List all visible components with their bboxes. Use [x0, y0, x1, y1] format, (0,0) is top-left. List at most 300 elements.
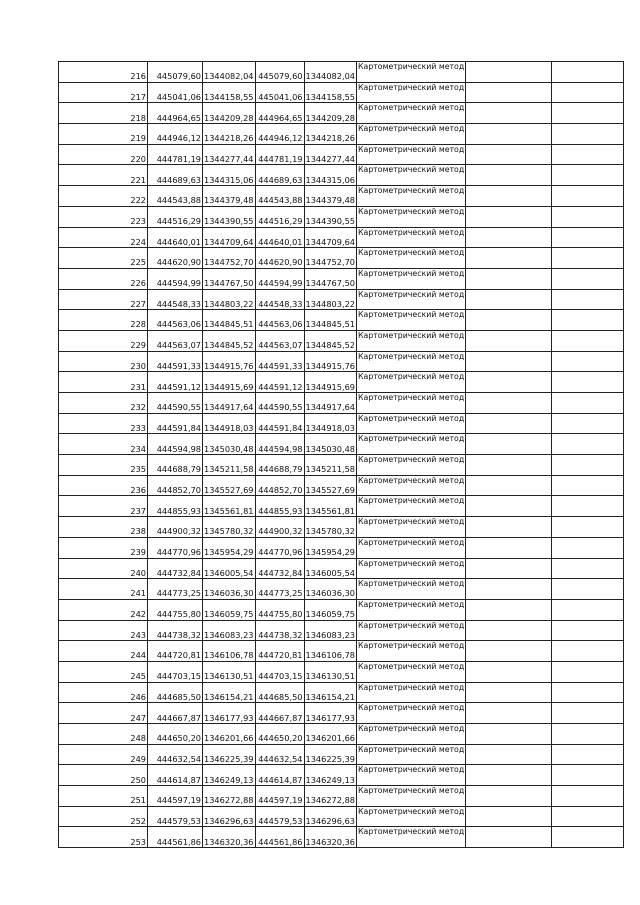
point-number-cell: 224: [59, 227, 148, 248]
y-coordinate-cell: 1344803,22: [203, 289, 256, 310]
table-row: [59, 703, 624, 724]
empty-cell: [466, 558, 552, 579]
x-coordinate-cell: 444689,63: [148, 165, 203, 186]
empty-cell: [466, 165, 552, 186]
empty-cell: [552, 186, 624, 207]
x-coordinate-repeat-cell: 444579,53: [255, 806, 304, 827]
x-coordinate-cell: 445079,60: [148, 62, 203, 83]
x-coordinate-cell: 444597,19: [148, 786, 203, 807]
method-cell: Картометрический метод: [357, 806, 466, 827]
point-number-cell: 251: [59, 786, 148, 807]
empty-cell: [552, 496, 624, 517]
y-coordinate-cell: 1344915,69: [203, 372, 256, 393]
x-coordinate-cell: 444755,80: [148, 599, 203, 620]
x-coordinate-cell: 444591,84: [148, 413, 203, 434]
y-coordinate-cell: 1346177,93: [203, 703, 256, 724]
point-number-cell: 244: [59, 641, 148, 662]
table-row: [59, 496, 624, 517]
empty-cell: [552, 579, 624, 600]
x-coordinate-repeat-cell: 444594,99: [255, 268, 304, 289]
x-coordinate-cell: 444516,29: [148, 206, 203, 227]
table-row: [59, 579, 624, 600]
point-number-cell: 220: [59, 144, 148, 165]
x-coordinate-cell: 444632,54: [148, 744, 203, 765]
y-coordinate-repeat-cell: 1346249,13: [304, 765, 357, 786]
y-coordinate-cell: 1346320,36: [203, 827, 256, 848]
point-number-cell: 231: [59, 372, 148, 393]
y-coordinate-cell: 1344315,06: [203, 165, 256, 186]
coordinates-table: [58, 61, 624, 848]
x-coordinate-cell: 444548,33: [148, 289, 203, 310]
y-coordinate-repeat-cell: 1346130,51: [304, 661, 357, 682]
point-number-cell: 218: [59, 103, 148, 124]
empty-cell: [466, 186, 552, 207]
empty-cell: [466, 744, 552, 765]
x-coordinate-cell: 444563,07: [148, 330, 203, 351]
x-coordinate-repeat-cell: 444614,87: [255, 765, 304, 786]
x-coordinate-cell: 444591,33: [148, 351, 203, 372]
empty-cell: [552, 165, 624, 186]
y-coordinate-cell: 1344390,55: [203, 206, 256, 227]
empty-cell: [466, 661, 552, 682]
table-row: [59, 413, 624, 434]
method-cell: Картометрический метод: [357, 372, 466, 393]
empty-cell: [552, 289, 624, 310]
y-coordinate-repeat-cell: 1344752,70: [304, 248, 357, 269]
method-cell: Картометрический метод: [357, 455, 466, 476]
method-cell: Картометрический метод: [357, 682, 466, 703]
method-cell: Картометрический метод: [357, 765, 466, 786]
table-row: [59, 248, 624, 269]
y-coordinate-repeat-cell: 1344277,44: [304, 144, 357, 165]
x-coordinate-cell: 444946,12: [148, 124, 203, 145]
x-coordinate-repeat-cell: 444738,32: [255, 620, 304, 641]
x-coordinate-repeat-cell: 444770,96: [255, 537, 304, 558]
y-coordinate-repeat-cell: 1346201,66: [304, 724, 357, 745]
empty-cell: [552, 393, 624, 414]
table-row: [59, 724, 624, 745]
table-row: [59, 827, 624, 848]
x-coordinate-cell: 444590,55: [148, 393, 203, 414]
x-coordinate-repeat-cell: 444685,50: [255, 682, 304, 703]
point-number-cell: 237: [59, 496, 148, 517]
x-coordinate-repeat-cell: 444597,19: [255, 786, 304, 807]
point-number-cell: 250: [59, 765, 148, 786]
empty-cell: [552, 413, 624, 434]
method-cell: Картометрический метод: [357, 496, 466, 517]
point-number-cell: 245: [59, 661, 148, 682]
table-row: [59, 475, 624, 496]
table-row: [59, 786, 624, 807]
x-coordinate-repeat-cell: 444946,12: [255, 124, 304, 145]
y-coordinate-repeat-cell: 1346177,93: [304, 703, 357, 724]
method-cell: Картометрический метод: [357, 310, 466, 331]
point-number-cell: 225: [59, 248, 148, 269]
y-coordinate-repeat-cell: 1344390,55: [304, 206, 357, 227]
y-coordinate-repeat-cell: 1344845,52: [304, 330, 357, 351]
empty-cell: [552, 620, 624, 641]
y-coordinate-cell: 1346130,51: [203, 661, 256, 682]
empty-cell: [552, 103, 624, 124]
table-row: [59, 372, 624, 393]
y-coordinate-repeat-cell: 1346059,75: [304, 599, 357, 620]
empty-cell: [552, 475, 624, 496]
y-coordinate-repeat-cell: 1344845,51: [304, 310, 357, 331]
empty-cell: [466, 268, 552, 289]
x-coordinate-cell: 444900,32: [148, 517, 203, 538]
y-coordinate-cell: 1346249,13: [203, 765, 256, 786]
y-coordinate-repeat-cell: 1345527,69: [304, 475, 357, 496]
x-coordinate-repeat-cell: 444591,12: [255, 372, 304, 393]
method-cell: Картометрический метод: [357, 413, 466, 434]
empty-cell: [552, 641, 624, 662]
y-coordinate-cell: 1346106,78: [203, 641, 256, 662]
y-coordinate-cell: 1345780,32: [203, 517, 256, 538]
method-cell: Картометрический метод: [357, 144, 466, 165]
point-number-cell: 234: [59, 434, 148, 455]
point-number-cell: 230: [59, 351, 148, 372]
y-coordinate-cell: 1345954,29: [203, 537, 256, 558]
x-coordinate-cell: 444620,90: [148, 248, 203, 269]
empty-cell: [552, 124, 624, 145]
empty-cell: [466, 765, 552, 786]
y-coordinate-repeat-cell: 1344915,76: [304, 351, 357, 372]
table-row: [59, 289, 624, 310]
empty-cell: [552, 806, 624, 827]
empty-cell: [466, 393, 552, 414]
y-coordinate-repeat-cell: 1344917,64: [304, 393, 357, 414]
y-coordinate-repeat-cell: 1345561,81: [304, 496, 357, 517]
empty-cell: [552, 786, 624, 807]
empty-cell: [466, 289, 552, 310]
x-coordinate-repeat-cell: 444620,90: [255, 248, 304, 269]
table-row: [59, 620, 624, 641]
method-cell: Картометрический метод: [357, 330, 466, 351]
point-number-cell: 219: [59, 124, 148, 145]
x-coordinate-cell: 444773,25: [148, 579, 203, 600]
x-coordinate-repeat-cell: 444590,55: [255, 393, 304, 414]
y-coordinate-cell: 1345211,58: [203, 455, 256, 476]
x-coordinate-cell: 444964,65: [148, 103, 203, 124]
empty-cell: [552, 744, 624, 765]
y-coordinate-repeat-cell: 1345030,48: [304, 434, 357, 455]
method-cell: Картометрический метод: [357, 103, 466, 124]
point-number-cell: 236: [59, 475, 148, 496]
y-coordinate-repeat-cell: 1346272,88: [304, 786, 357, 807]
point-number-cell: 228: [59, 310, 148, 331]
y-coordinate-repeat-cell: 1344209,28: [304, 103, 357, 124]
x-coordinate-cell: 444591,12: [148, 372, 203, 393]
empty-cell: [466, 806, 552, 827]
empty-cell: [466, 724, 552, 745]
table-row: [59, 103, 624, 124]
x-coordinate-repeat-cell: 444689,63: [255, 165, 304, 186]
method-cell: Картометрический метод: [357, 537, 466, 558]
method-cell: Картометрический метод: [357, 248, 466, 269]
x-coordinate-repeat-cell: 444773,25: [255, 579, 304, 600]
empty-cell: [552, 227, 624, 248]
empty-cell: [466, 144, 552, 165]
empty-cell: [466, 455, 552, 476]
x-coordinate-repeat-cell: 444516,29: [255, 206, 304, 227]
point-number-cell: 217: [59, 82, 148, 103]
y-coordinate-repeat-cell: 1344803,22: [304, 289, 357, 310]
y-coordinate-repeat-cell: 1344918,03: [304, 413, 357, 434]
method-cell: Картометрический метод: [357, 558, 466, 579]
empty-cell: [466, 620, 552, 641]
table-row: [59, 268, 624, 289]
table-row: [59, 310, 624, 331]
y-coordinate-repeat-cell: 1346296,63: [304, 806, 357, 827]
x-coordinate-repeat-cell: 444563,07: [255, 330, 304, 351]
point-number-cell: 253: [59, 827, 148, 848]
y-coordinate-cell: 1345030,48: [203, 434, 256, 455]
empty-cell: [552, 310, 624, 331]
x-coordinate-cell: 444594,98: [148, 434, 203, 455]
point-number-cell: 239: [59, 537, 148, 558]
table-row: [59, 82, 624, 103]
y-coordinate-repeat-cell: 1344379,48: [304, 186, 357, 207]
empty-cell: [466, 206, 552, 227]
x-coordinate-repeat-cell: 444667,87: [255, 703, 304, 724]
y-coordinate-repeat-cell: 1344709,64: [304, 227, 357, 248]
table-row: [59, 393, 624, 414]
empty-cell: [552, 82, 624, 103]
x-coordinate-cell: 444781,19: [148, 144, 203, 165]
x-coordinate-repeat-cell: 444640,01: [255, 227, 304, 248]
empty-cell: [552, 434, 624, 455]
empty-cell: [466, 413, 552, 434]
method-cell: Картометрический метод: [357, 703, 466, 724]
x-coordinate-cell: 444667,87: [148, 703, 203, 724]
method-cell: Картометрический метод: [357, 82, 466, 103]
table-row: [59, 206, 624, 227]
empty-cell: [552, 330, 624, 351]
method-cell: Картометрический метод: [357, 724, 466, 745]
empty-cell: [466, 517, 552, 538]
method-cell: Картометрический метод: [357, 351, 466, 372]
method-cell: Картометрический метод: [357, 227, 466, 248]
y-coordinate-repeat-cell: 1346005,54: [304, 558, 357, 579]
empty-cell: [466, 62, 552, 83]
x-coordinate-repeat-cell: 444900,32: [255, 517, 304, 538]
point-number-cell: 248: [59, 724, 148, 745]
x-coordinate-cell: 445041,06: [148, 82, 203, 103]
y-coordinate-cell: 1344082,04: [203, 62, 256, 83]
x-coordinate-repeat-cell: 444548,33: [255, 289, 304, 310]
point-number-cell: 222: [59, 186, 148, 207]
empty-cell: [466, 682, 552, 703]
method-cell: Картометрический метод: [357, 124, 466, 145]
x-coordinate-cell: 444770,96: [148, 537, 203, 558]
point-number-cell: 242: [59, 599, 148, 620]
x-coordinate-cell: 444640,01: [148, 227, 203, 248]
point-number-cell: 223: [59, 206, 148, 227]
y-coordinate-cell: 1344209,28: [203, 103, 256, 124]
empty-cell: [552, 682, 624, 703]
empty-cell: [552, 599, 624, 620]
y-coordinate-repeat-cell: 1346154,21: [304, 682, 357, 703]
empty-cell: [466, 786, 552, 807]
method-cell: Картометрический метод: [357, 393, 466, 414]
y-coordinate-cell: 1346225,39: [203, 744, 256, 765]
point-number-cell: 221: [59, 165, 148, 186]
x-coordinate-repeat-cell: 444781,19: [255, 144, 304, 165]
x-coordinate-repeat-cell: 445041,06: [255, 82, 304, 103]
y-coordinate-repeat-cell: 1345954,29: [304, 537, 357, 558]
table-row: [59, 765, 624, 786]
x-coordinate-repeat-cell: 444852,70: [255, 475, 304, 496]
empty-cell: [552, 661, 624, 682]
y-coordinate-repeat-cell: 1346106,78: [304, 641, 357, 662]
empty-cell: [466, 248, 552, 269]
empty-cell: [466, 537, 552, 558]
table-row: [59, 744, 624, 765]
y-coordinate-repeat-cell: 1344082,04: [304, 62, 357, 83]
table-row: [59, 62, 624, 83]
coordinates-table-body: [59, 62, 624, 848]
empty-cell: [552, 268, 624, 289]
x-coordinate-cell: 444579,53: [148, 806, 203, 827]
point-number-cell: 233: [59, 413, 148, 434]
table-row: [59, 434, 624, 455]
y-coordinate-repeat-cell: 1344158,55: [304, 82, 357, 103]
x-coordinate-cell: 444561,86: [148, 827, 203, 848]
point-number-cell: 240: [59, 558, 148, 579]
table-row: [59, 641, 624, 662]
empty-cell: [466, 599, 552, 620]
table-row: [59, 351, 624, 372]
x-coordinate-cell: 444614,87: [148, 765, 203, 786]
empty-cell: [466, 475, 552, 496]
y-coordinate-cell: 1346036,30: [203, 579, 256, 600]
x-coordinate-repeat-cell: 444855,93: [255, 496, 304, 517]
x-coordinate-cell: 444688,79: [148, 455, 203, 476]
method-cell: Картометрический метод: [357, 186, 466, 207]
empty-cell: [552, 206, 624, 227]
x-coordinate-repeat-cell: 444594,98: [255, 434, 304, 455]
x-coordinate-repeat-cell: 444703,15: [255, 661, 304, 682]
y-coordinate-cell: 1344845,52: [203, 330, 256, 351]
empty-cell: [466, 103, 552, 124]
y-coordinate-cell: 1345527,69: [203, 475, 256, 496]
x-coordinate-repeat-cell: 444561,86: [255, 827, 304, 848]
table-row: [59, 144, 624, 165]
empty-cell: [552, 372, 624, 393]
empty-cell: [466, 124, 552, 145]
method-cell: Картометрический метод: [357, 475, 466, 496]
empty-cell: [466, 82, 552, 103]
y-coordinate-cell: 1344845,51: [203, 310, 256, 331]
method-cell: Картометрический метод: [357, 641, 466, 662]
point-number-cell: 226: [59, 268, 148, 289]
empty-cell: [552, 765, 624, 786]
empty-cell: [552, 62, 624, 83]
method-cell: Картометрический метод: [357, 599, 466, 620]
point-number-cell: 238: [59, 517, 148, 538]
point-number-cell: 249: [59, 744, 148, 765]
table-row: [59, 661, 624, 682]
method-cell: Картометрический метод: [357, 289, 466, 310]
empty-cell: [466, 310, 552, 331]
table-row: [59, 455, 624, 476]
y-coordinate-cell: 1344277,44: [203, 144, 256, 165]
point-number-cell: 247: [59, 703, 148, 724]
y-coordinate-cell: 1344218,26: [203, 124, 256, 145]
empty-cell: [552, 517, 624, 538]
x-coordinate-cell: 444738,32: [148, 620, 203, 641]
y-coordinate-repeat-cell: 1346036,30: [304, 579, 357, 600]
x-coordinate-repeat-cell: 444543,88: [255, 186, 304, 207]
empty-cell: [552, 537, 624, 558]
x-coordinate-cell: 444852,70: [148, 475, 203, 496]
method-cell: Картометрический метод: [357, 786, 466, 807]
empty-cell: [552, 827, 624, 848]
point-number-cell: 243: [59, 620, 148, 641]
point-number-cell: 216: [59, 62, 148, 83]
x-coordinate-cell: 444594,99: [148, 268, 203, 289]
point-number-cell: 232: [59, 393, 148, 414]
y-coordinate-cell: 1344917,64: [203, 393, 256, 414]
y-coordinate-cell: 1344379,48: [203, 186, 256, 207]
empty-cell: [466, 827, 552, 848]
y-coordinate-cell: 1346005,54: [203, 558, 256, 579]
point-number-cell: 235: [59, 455, 148, 476]
x-coordinate-repeat-cell: 444563,06: [255, 310, 304, 331]
y-coordinate-repeat-cell: 1346225,39: [304, 744, 357, 765]
point-number-cell: 246: [59, 682, 148, 703]
empty-cell: [552, 724, 624, 745]
point-number-cell: 252: [59, 806, 148, 827]
y-coordinate-cell: 1344915,76: [203, 351, 256, 372]
table-row: [59, 558, 624, 579]
table-row: [59, 682, 624, 703]
y-coordinate-cell: 1344158,55: [203, 82, 256, 103]
y-coordinate-cell: 1346083,23: [203, 620, 256, 641]
y-coordinate-repeat-cell: 1344315,06: [304, 165, 357, 186]
table-row: [59, 124, 624, 145]
table-row: [59, 165, 624, 186]
empty-cell: [552, 558, 624, 579]
method-cell: Картометрический метод: [357, 206, 466, 227]
y-coordinate-repeat-cell: 1345211,58: [304, 455, 357, 476]
method-cell: Картометрический метод: [357, 165, 466, 186]
method-cell: Картометрический метод: [357, 827, 466, 848]
method-cell: Картометрический метод: [357, 744, 466, 765]
table-row: [59, 186, 624, 207]
y-coordinate-cell: 1344752,70: [203, 248, 256, 269]
empty-cell: [466, 330, 552, 351]
empty-cell: [552, 703, 624, 724]
empty-cell: [466, 641, 552, 662]
y-coordinate-cell: 1345561,81: [203, 496, 256, 517]
point-number-cell: 229: [59, 330, 148, 351]
empty-cell: [552, 351, 624, 372]
empty-cell: [552, 144, 624, 165]
empty-cell: [552, 455, 624, 476]
x-coordinate-repeat-cell: 444632,54: [255, 744, 304, 765]
y-coordinate-cell: 1344918,03: [203, 413, 256, 434]
x-coordinate-repeat-cell: 444688,79: [255, 455, 304, 476]
x-coordinate-repeat-cell: 444650,20: [255, 724, 304, 745]
x-coordinate-cell: 444732,84: [148, 558, 203, 579]
empty-cell: [466, 703, 552, 724]
point-number-cell: 241: [59, 579, 148, 600]
x-coordinate-repeat-cell: 444591,84: [255, 413, 304, 434]
point-number-cell: 227: [59, 289, 148, 310]
y-coordinate-cell: 1344709,64: [203, 227, 256, 248]
x-coordinate-cell: 444720,81: [148, 641, 203, 662]
